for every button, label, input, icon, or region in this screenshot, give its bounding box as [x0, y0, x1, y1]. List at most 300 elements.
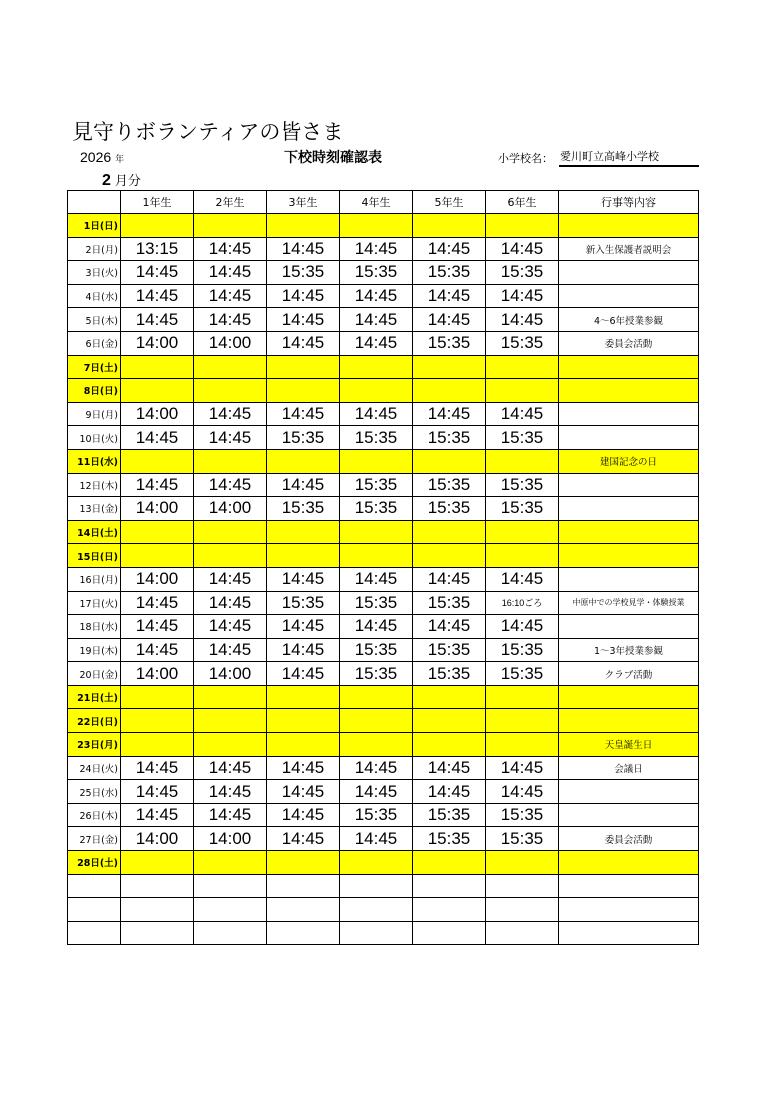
- time-cell-grade-3: 14:45: [267, 780, 340, 804]
- time-cell-grade-2: [194, 449, 267, 473]
- time-cell-grade-6: 15:35: [486, 473, 559, 497]
- time-cell-grade-2: [194, 685, 267, 709]
- time-cell-grade-1: [121, 733, 194, 757]
- date-cell: 8日(日): [68, 379, 121, 403]
- time-cell-grade-5: [413, 449, 486, 473]
- header-grade-2: 2年生: [194, 191, 267, 214]
- school-name-label: 小学校名：: [498, 152, 553, 165]
- date-cell: [68, 921, 121, 945]
- time-cell-grade-6: [486, 544, 559, 568]
- table-row: [68, 591, 699, 615]
- main-title: 見守りボランティアの皆さま: [72, 120, 344, 144]
- table-row-holiday: [68, 379, 699, 403]
- date-cell: [68, 874, 121, 898]
- time-cell-grade-5: [413, 544, 486, 568]
- time-cell-grade-3: 14:45: [267, 662, 340, 686]
- time-cell-grade-6: 15:35: [486, 426, 559, 450]
- table-row-holiday: [68, 355, 699, 379]
- header-grade-3: 3年生: [267, 191, 340, 214]
- event-cell: [559, 544, 699, 568]
- time-cell-grade-6: 15:35: [486, 803, 559, 827]
- time-cell-grade-5: [413, 709, 486, 733]
- time-cell-grade-1: [121, 379, 194, 403]
- time-cell-grade-5: 14:45: [413, 756, 486, 780]
- time-cell-grade-1: 14:45: [121, 308, 194, 332]
- time-cell-grade-1: 14:00: [121, 497, 194, 521]
- time-cell-grade-2: 14:00: [194, 827, 267, 851]
- time-cell-grade-4: 14:45: [340, 756, 413, 780]
- time-cell-grade-5: 15:35: [413, 638, 486, 662]
- event-cell: 委員会活動: [559, 331, 699, 355]
- time-cell-grade-2: [194, 709, 267, 733]
- time-cell-grade-1: [121, 449, 194, 473]
- time-cell-grade-6: [486, 355, 559, 379]
- event-cell: [559, 402, 699, 426]
- time-cell-grade-6: [486, 709, 559, 733]
- time-cell-grade-6: 15:35: [486, 827, 559, 851]
- time-cell-grade-6: 14:45: [486, 756, 559, 780]
- date-cell: 4日(水): [68, 284, 121, 308]
- time-cell-grade-3: 14:45: [267, 331, 340, 355]
- table-row: [68, 567, 699, 591]
- time-cell-grade-4: [340, 449, 413, 473]
- time-cell-grade-2: 14:45: [194, 284, 267, 308]
- table-row: [68, 662, 699, 686]
- header-grade-4: 4年生: [340, 191, 413, 214]
- time-cell-grade-5: 14:45: [413, 237, 486, 261]
- time-cell-grade-3: [267, 355, 340, 379]
- time-cell-grade-3: 14:45: [267, 615, 340, 639]
- table-row: [68, 898, 699, 922]
- table-row: [68, 638, 699, 662]
- table-row: [68, 827, 699, 851]
- time-cell-grade-3: 14:45: [267, 638, 340, 662]
- event-cell: [559, 261, 699, 285]
- time-cell-grade-3: [267, 449, 340, 473]
- time-cell-grade-6: 14:45: [486, 615, 559, 639]
- table-row-holiday: [68, 544, 699, 568]
- event-cell: [559, 355, 699, 379]
- time-cell-grade-3: [267, 898, 340, 922]
- time-cell-grade-2: 14:45: [194, 426, 267, 450]
- time-cell-grade-4: 15:35: [340, 426, 413, 450]
- event-cell: [559, 615, 699, 639]
- time-cell-grade-4: 14:45: [340, 780, 413, 804]
- header-events: 行事等内容: [559, 191, 699, 214]
- time-cell-grade-6: 14:45: [486, 308, 559, 332]
- table-row: [68, 921, 699, 945]
- time-cell-grade-1: [121, 874, 194, 898]
- time-cell-grade-2: 14:45: [194, 567, 267, 591]
- time-cell-grade-1: 14:45: [121, 615, 194, 639]
- time-cell-grade-2: 14:45: [194, 473, 267, 497]
- event-cell: [559, 497, 699, 521]
- time-cell-grade-3: 14:45: [267, 567, 340, 591]
- date-cell: 6日(金): [68, 331, 121, 355]
- time-cell-grade-1: 14:45: [121, 284, 194, 308]
- time-cell-grade-2: 14:45: [194, 308, 267, 332]
- event-cell: [559, 685, 699, 709]
- time-cell-grade-3: [267, 921, 340, 945]
- time-cell-grade-6: [486, 379, 559, 403]
- time-cell-grade-4: 15:35: [340, 662, 413, 686]
- date-cell: 11日(水): [68, 449, 121, 473]
- date-cell: 12日(木): [68, 473, 121, 497]
- time-cell-grade-1: 14:45: [121, 780, 194, 804]
- time-cell-grade-4: [340, 355, 413, 379]
- time-cell-grade-3: [267, 874, 340, 898]
- time-cell-grade-5: 14:45: [413, 402, 486, 426]
- time-cell-grade-4: 15:35: [340, 591, 413, 615]
- time-cell-grade-6: [486, 449, 559, 473]
- date-cell: 23日(月): [68, 733, 121, 757]
- header-grade-6: 6年生: [486, 191, 559, 214]
- event-cell: [559, 567, 699, 591]
- time-cell-grade-1: [121, 898, 194, 922]
- event-cell: 新入生保護者説明会: [559, 237, 699, 261]
- time-cell-grade-1: 14:45: [121, 261, 194, 285]
- time-cell-grade-2: 14:45: [194, 402, 267, 426]
- time-cell-grade-1: 14:45: [121, 426, 194, 450]
- date-cell: [68, 898, 121, 922]
- time-cell-grade-6: 14:45: [486, 237, 559, 261]
- time-cell-grade-5: [413, 685, 486, 709]
- date-cell: 21日(土): [68, 685, 121, 709]
- date-cell: 1日(日): [68, 214, 121, 238]
- time-cell-grade-4: 15:35: [340, 803, 413, 827]
- time-cell-grade-4: 14:45: [340, 567, 413, 591]
- time-cell-grade-6: 15:35: [486, 662, 559, 686]
- time-cell-grade-3: [267, 520, 340, 544]
- time-cell-grade-4: 14:45: [340, 827, 413, 851]
- time-cell-grade-3: 15:35: [267, 497, 340, 521]
- table-row: [68, 497, 699, 521]
- time-cell-grade-6: [486, 851, 559, 875]
- time-cell-grade-1: 14:45: [121, 638, 194, 662]
- month-value: 2: [102, 172, 111, 189]
- table-row: [68, 780, 699, 804]
- time-cell-grade-3: 14:45: [267, 284, 340, 308]
- time-cell-grade-1: [121, 709, 194, 733]
- time-cell-grade-4: [340, 874, 413, 898]
- time-cell-grade-4: [340, 898, 413, 922]
- date-cell: 16日(月): [68, 567, 121, 591]
- time-cell-grade-4: [340, 733, 413, 757]
- table-row-holiday: [68, 733, 699, 757]
- date-cell: 7日(土): [68, 355, 121, 379]
- date-cell: 26日(木): [68, 803, 121, 827]
- time-cell-grade-5: 14:45: [413, 308, 486, 332]
- table-row: [68, 308, 699, 332]
- time-cell-grade-4: 15:35: [340, 473, 413, 497]
- event-cell: 委員会活動: [559, 827, 699, 851]
- date-cell: 28日(土): [68, 851, 121, 875]
- time-cell-grade-4: 15:35: [340, 638, 413, 662]
- event-cell: [559, 780, 699, 804]
- event-cell: [559, 803, 699, 827]
- date-cell: 24日(火): [68, 756, 121, 780]
- table-row: [68, 261, 699, 285]
- header-date: [68, 191, 121, 214]
- time-cell-grade-3: [267, 214, 340, 238]
- time-cell-grade-6: 15:35: [486, 638, 559, 662]
- time-cell-grade-6: 15:35: [486, 497, 559, 521]
- table-row: [68, 756, 699, 780]
- time-cell-grade-4: [340, 214, 413, 238]
- table-row-holiday: [68, 520, 699, 544]
- date-cell: 3日(火): [68, 261, 121, 285]
- date-cell: 17日(火): [68, 591, 121, 615]
- time-cell-grade-2: 14:45: [194, 615, 267, 639]
- time-cell-grade-2: [194, 874, 267, 898]
- time-cell-grade-3: 14:45: [267, 473, 340, 497]
- school-name-underline: [559, 165, 699, 167]
- time-cell-grade-5: [413, 874, 486, 898]
- time-cell-grade-1: 14:00: [121, 402, 194, 426]
- time-cell-grade-4: [340, 921, 413, 945]
- event-cell: [559, 426, 699, 450]
- table-row: [68, 615, 699, 639]
- date-cell: 18日(水): [68, 615, 121, 639]
- time-cell-grade-5: 15:35: [413, 591, 486, 615]
- time-cell-grade-2: [194, 379, 267, 403]
- year-unit: 年: [115, 154, 125, 164]
- table-row-holiday: [68, 214, 699, 238]
- time-cell-grade-1: 14:00: [121, 662, 194, 686]
- table-row: [68, 331, 699, 355]
- time-cell-grade-3: 14:45: [267, 308, 340, 332]
- time-cell-grade-4: [340, 685, 413, 709]
- time-cell-grade-1: 14:45: [121, 756, 194, 780]
- time-cell-grade-2: 14:45: [194, 780, 267, 804]
- event-cell: [559, 284, 699, 308]
- time-cell-grade-2: [194, 355, 267, 379]
- time-cell-grade-6: [486, 685, 559, 709]
- time-cell-grade-4: 14:45: [340, 237, 413, 261]
- time-cell-grade-4: 14:45: [340, 331, 413, 355]
- time-cell-grade-5: [413, 214, 486, 238]
- event-cell: 中原中での学校見学・体験授業: [559, 591, 699, 615]
- time-cell-grade-1: 13:15: [121, 237, 194, 261]
- time-cell-grade-6: [486, 921, 559, 945]
- date-cell: 2日(月): [68, 237, 121, 261]
- time-cell-grade-6: 14:45: [486, 402, 559, 426]
- time-cell-grade-6: 14:45: [486, 284, 559, 308]
- time-cell-grade-4: [340, 709, 413, 733]
- time-cell-grade-1: [121, 851, 194, 875]
- time-cell-grade-2: [194, 921, 267, 945]
- table-row-holiday: [68, 709, 699, 733]
- time-cell-grade-5: [413, 851, 486, 875]
- time-cell-grade-1: [121, 214, 194, 238]
- time-cell-grade-4: 15:35: [340, 261, 413, 285]
- time-cell-grade-2: 14:00: [194, 662, 267, 686]
- event-cell: 会議日: [559, 756, 699, 780]
- time-cell-grade-1: 14:45: [121, 803, 194, 827]
- event-cell: [559, 520, 699, 544]
- event-cell: [559, 709, 699, 733]
- time-cell-grade-1: 14:00: [121, 827, 194, 851]
- table-row-holiday: [68, 685, 699, 709]
- time-cell-grade-5: [413, 898, 486, 922]
- time-cell-grade-3: [267, 544, 340, 568]
- time-cell-grade-5: 15:35: [413, 261, 486, 285]
- date-cell: 22日(日): [68, 709, 121, 733]
- time-cell-grade-6: [486, 874, 559, 898]
- time-cell-grade-3: [267, 379, 340, 403]
- time-cell-grade-2: 14:45: [194, 638, 267, 662]
- time-cell-grade-3: 14:45: [267, 756, 340, 780]
- table-row-holiday: [68, 449, 699, 473]
- time-cell-grade-4: 14:45: [340, 284, 413, 308]
- time-cell-grade-5: 14:45: [413, 567, 486, 591]
- time-cell-grade-3: [267, 733, 340, 757]
- time-cell-grade-6: [486, 733, 559, 757]
- time-cell-grade-4: [340, 851, 413, 875]
- time-cell-grade-6: [486, 520, 559, 544]
- time-cell-grade-3: 15:35: [267, 591, 340, 615]
- time-cell-grade-5: [413, 379, 486, 403]
- time-cell-grade-4: 14:45: [340, 402, 413, 426]
- time-cell-grade-1: 14:00: [121, 567, 194, 591]
- date-cell: 14日(土): [68, 520, 121, 544]
- time-cell-grade-5: 15:35: [413, 473, 486, 497]
- event-cell: [559, 874, 699, 898]
- time-cell-grade-6: 15:35: [486, 261, 559, 285]
- event-cell: [559, 851, 699, 875]
- month-unit: 月分: [114, 173, 141, 188]
- time-cell-grade-2: 14:00: [194, 331, 267, 355]
- time-cell-grade-2: 14:45: [194, 803, 267, 827]
- table-row: [68, 284, 699, 308]
- time-cell-grade-3: 14:45: [267, 803, 340, 827]
- time-cell-grade-3: [267, 851, 340, 875]
- date-cell: 15日(日): [68, 544, 121, 568]
- time-cell-grade-6: [486, 214, 559, 238]
- time-cell-grade-5: 15:35: [413, 426, 486, 450]
- header-grade-5: 5年生: [413, 191, 486, 214]
- document-title: 下校時刻確認表: [284, 150, 382, 166]
- table-row: [68, 402, 699, 426]
- date-cell: 25日(水): [68, 780, 121, 804]
- time-cell-grade-1: [121, 544, 194, 568]
- time-cell-grade-6: 14:45: [486, 567, 559, 591]
- time-cell-grade-4: 14:45: [340, 308, 413, 332]
- date-cell: 19日(木): [68, 638, 121, 662]
- date-cell: 20日(金): [68, 662, 121, 686]
- time-cell-grade-3: 14:45: [267, 827, 340, 851]
- time-cell-grade-2: 14:45: [194, 591, 267, 615]
- event-cell: [559, 921, 699, 945]
- time-cell-grade-5: 15:35: [413, 803, 486, 827]
- time-cell-grade-2: [194, 544, 267, 568]
- time-cell-grade-4: [340, 544, 413, 568]
- time-cell-grade-4: [340, 520, 413, 544]
- time-cell-grade-6: 14:45: [486, 780, 559, 804]
- time-cell-grade-3: 14:45: [267, 237, 340, 261]
- year-value: 2026: [80, 149, 112, 165]
- time-cell-grade-3: [267, 685, 340, 709]
- header-row: [68, 191, 699, 214]
- time-cell-grade-6: 15:35: [486, 331, 559, 355]
- time-cell-grade-5: 14:45: [413, 615, 486, 639]
- time-cell-grade-5: [413, 520, 486, 544]
- time-cell-grade-5: 15:35: [413, 331, 486, 355]
- table-row: [68, 237, 699, 261]
- time-cell-grade-3: 15:35: [267, 261, 340, 285]
- time-cell-grade-4: 14:45: [340, 615, 413, 639]
- time-cell-grade-2: 14:00: [194, 497, 267, 521]
- table-row-holiday: [68, 851, 699, 875]
- dismissal-time-table: [67, 190, 699, 945]
- time-cell-grade-1: 14:45: [121, 591, 194, 615]
- event-cell: [559, 898, 699, 922]
- time-cell-grade-6: [486, 898, 559, 922]
- time-cell-grade-2: [194, 214, 267, 238]
- date-cell: 13日(金): [68, 497, 121, 521]
- time-cell-grade-5: 15:35: [413, 827, 486, 851]
- time-cell-grade-5: 15:35: [413, 497, 486, 521]
- date-cell: 9日(月): [68, 402, 121, 426]
- table-row: [68, 803, 699, 827]
- time-cell-grade-4: 15:35: [340, 497, 413, 521]
- school-name: 愛川町立高峰小学校: [560, 150, 659, 163]
- time-cell-grade-1: [121, 520, 194, 544]
- date-cell: 27日(金): [68, 827, 121, 851]
- time-cell-grade-4: [340, 379, 413, 403]
- time-cell-grade-2: [194, 733, 267, 757]
- time-cell-grade-2: [194, 851, 267, 875]
- time-cell-grade-5: [413, 733, 486, 757]
- time-cell-grade-2: 14:45: [194, 756, 267, 780]
- table-row: [68, 426, 699, 450]
- event-cell: [559, 214, 699, 238]
- year-label: [80, 149, 124, 165]
- table-row: [68, 473, 699, 497]
- event-cell: [559, 473, 699, 497]
- time-cell-grade-5: 14:45: [413, 284, 486, 308]
- time-cell-grade-2: [194, 520, 267, 544]
- event-cell: 4～6年授業参観: [559, 308, 699, 332]
- time-cell-grade-5: 14:45: [413, 780, 486, 804]
- month-label: [102, 170, 141, 190]
- time-cell-grade-1: 14:45: [121, 473, 194, 497]
- table-row: [68, 874, 699, 898]
- date-cell: 10日(火): [68, 426, 121, 450]
- event-cell: クラブ活動: [559, 662, 699, 686]
- date-cell: 5日(木): [68, 308, 121, 332]
- time-cell-grade-2: [194, 898, 267, 922]
- time-cell-grade-3: [267, 709, 340, 733]
- event-cell: [559, 379, 699, 403]
- time-cell-grade-5: [413, 355, 486, 379]
- time-cell-grade-1: [121, 685, 194, 709]
- time-cell-grade-2: 14:45: [194, 261, 267, 285]
- time-cell-grade-5: [413, 921, 486, 945]
- time-cell-grade-6: 16:10ごろ: [486, 591, 559, 615]
- event-cell: 天皇誕生日: [559, 733, 699, 757]
- time-cell-grade-3: 14:45: [267, 402, 340, 426]
- time-cell-grade-5: 15:35: [413, 662, 486, 686]
- time-cell-grade-1: [121, 921, 194, 945]
- time-cell-grade-2: 14:45: [194, 237, 267, 261]
- time-cell-grade-3: 15:35: [267, 426, 340, 450]
- event-cell: 建国記念の日: [559, 449, 699, 473]
- event-cell: 1～3年授業参観: [559, 638, 699, 662]
- header-grade-1: 1年生: [121, 191, 194, 214]
- time-cell-grade-1: [121, 355, 194, 379]
- time-cell-grade-1: 14:00: [121, 331, 194, 355]
